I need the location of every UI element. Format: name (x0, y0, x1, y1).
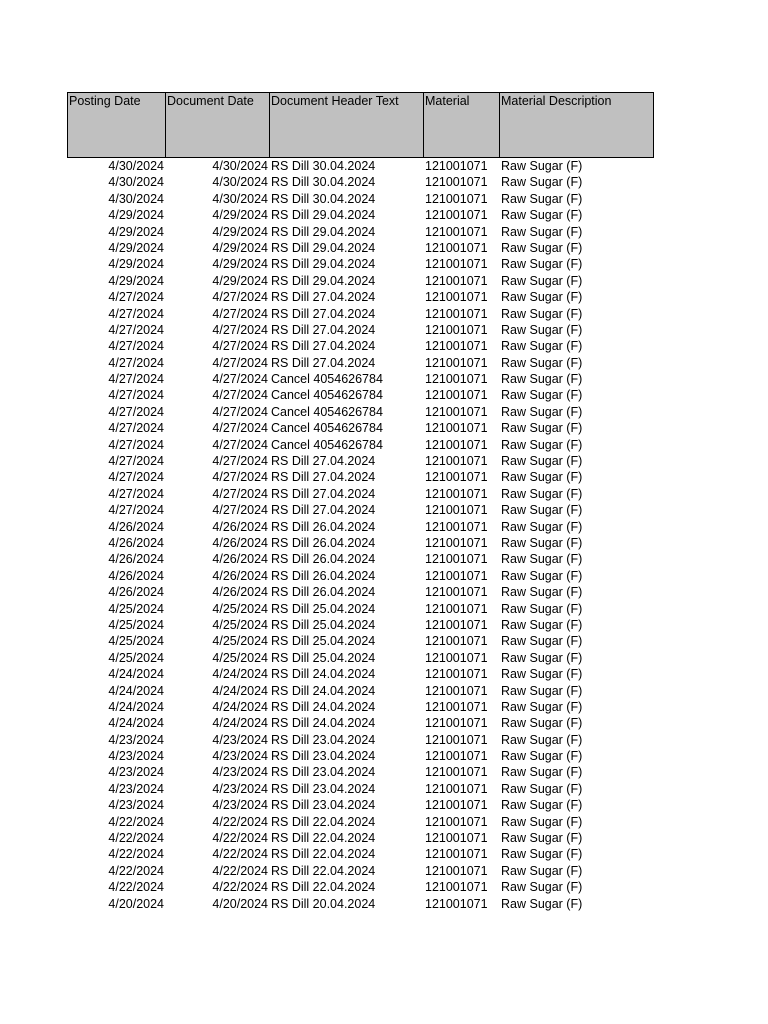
material-description-cell[interactable]: Raw Sugar (F) (501, 224, 583, 239)
material-description-cell[interactable]: Raw Sugar (F) (501, 617, 583, 632)
column-header-document-header-text[interactable]: Document Header Text (270, 93, 424, 157)
table-row (67, 174, 654, 190)
table-row (67, 781, 654, 797)
document-date-cell[interactable]: 4/27/2024 (212, 421, 268, 436)
material-description-cell[interactable]: Raw Sugar (F) (501, 880, 583, 895)
material-cell[interactable]: 121001071 (425, 372, 488, 387)
material-cell[interactable]: 121001071 (425, 667, 488, 682)
document-header-text-cell[interactable]: RS Dill 26.04.2024 (271, 552, 376, 567)
table-row (67, 863, 654, 879)
posting-date-cell[interactable]: 4/22/2024 (108, 831, 164, 846)
column-header-material[interactable]: Material (424, 93, 500, 157)
material-description-cell[interactable]: Raw Sugar (F) (501, 683, 583, 698)
material-cell[interactable]: 121001071 (425, 421, 488, 436)
document-date-cell[interactable]: 4/23/2024 (212, 765, 268, 780)
column-header-posting-date[interactable]: Posting Date (68, 93, 166, 157)
document-date-cell[interactable]: 4/24/2024 (212, 699, 268, 714)
document-date-cell[interactable]: 4/27/2024 (212, 306, 268, 321)
material-cell[interactable]: 121001071 (425, 650, 488, 665)
material-cell[interactable]: 121001071 (425, 880, 488, 895)
material-cell[interactable]: 121001071 (425, 224, 488, 239)
table-row (67, 666, 654, 682)
material-description-cell[interactable]: Raw Sugar (F) (501, 404, 583, 419)
table-row (67, 601, 654, 617)
material-cell[interactable]: 121001071 (425, 175, 488, 190)
document-date-cell[interactable]: 4/24/2024 (212, 716, 268, 731)
material-description-cell[interactable]: Raw Sugar (F) (501, 322, 583, 337)
posting-date-cell[interactable]: 4/27/2024 (108, 306, 164, 321)
posting-date-cell[interactable]: 4/27/2024 (108, 388, 164, 403)
column-header-document-date[interactable]: Document Date (166, 93, 270, 157)
table-row (67, 387, 654, 403)
document-date-cell[interactable]: 4/29/2024 (212, 208, 268, 223)
document-date-cell[interactable]: 4/22/2024 (212, 863, 268, 878)
material-description-cell[interactable]: Raw Sugar (F) (501, 831, 583, 846)
table-row (67, 306, 654, 322)
material-description-cell[interactable]: Raw Sugar (F) (501, 388, 583, 403)
material-description-cell[interactable]: Raw Sugar (F) (501, 519, 583, 534)
material-cell[interactable]: 121001071 (425, 503, 488, 518)
document-header-text-cell[interactable]: Cancel 4054626784 (271, 404, 383, 419)
document-header-text-cell[interactable]: RS Dill 26.04.2024 (271, 585, 376, 600)
material-description-cell[interactable]: Raw Sugar (F) (501, 454, 583, 469)
posting-date-cell[interactable]: 4/30/2024 (108, 191, 164, 206)
document-header-text-cell[interactable]: RS Dill 27.04.2024 (271, 486, 376, 501)
document-date-cell[interactable]: 4/29/2024 (212, 257, 268, 272)
posting-date-cell[interactable]: 4/27/2024 (108, 322, 164, 337)
document-date-cell[interactable]: 4/27/2024 (212, 290, 268, 305)
document-date-cell[interactable]: 4/27/2024 (212, 372, 268, 387)
table-row (67, 732, 654, 748)
table-row (67, 797, 654, 813)
document-header-text-cell[interactable]: RS Dill 27.04.2024 (271, 339, 376, 354)
material-cell[interactable]: 121001071 (425, 831, 488, 846)
material-cell[interactable]: 121001071 (425, 404, 488, 419)
posting-date-cell[interactable]: 4/27/2024 (108, 486, 164, 501)
document-date-cell[interactable]: 4/25/2024 (212, 617, 268, 632)
table-row (67, 158, 654, 174)
document-header-text-cell[interactable]: RS Dill 26.04.2024 (271, 568, 376, 583)
table-row (67, 551, 654, 567)
material-cell[interactable]: 121001071 (425, 552, 488, 567)
table-row (67, 453, 654, 469)
table-row (67, 256, 654, 272)
material-description-cell[interactable]: Raw Sugar (F) (501, 175, 583, 190)
document-date-cell[interactable]: 4/27/2024 (212, 388, 268, 403)
material-description-cell[interactable]: Raw Sugar (F) (501, 863, 583, 878)
document-header-text-cell[interactable]: RS Dill 30.04.2024 (271, 175, 376, 190)
table-row (67, 683, 654, 699)
material-cell[interactable]: 121001071 (425, 486, 488, 501)
posting-date-cell[interactable]: 4/23/2024 (108, 765, 164, 780)
table-row (67, 322, 654, 338)
table-row (67, 896, 654, 912)
material-description-cell[interactable]: Raw Sugar (F) (501, 290, 583, 305)
material-description-cell[interactable]: Raw Sugar (F) (501, 650, 583, 665)
material-cell[interactable]: 121001071 (425, 699, 488, 714)
document-header-text-cell[interactable]: RS Dill 29.04.2024 (271, 273, 376, 288)
material-description-cell[interactable]: Raw Sugar (F) (501, 355, 583, 370)
material-cell[interactable]: 121001071 (425, 847, 488, 862)
material-description-cell[interactable]: Raw Sugar (F) (501, 552, 583, 567)
document-date-cell[interactable]: 4/30/2024 (212, 159, 268, 173)
material-description-cell[interactable]: Raw Sugar (F) (501, 159, 583, 173)
material-description-cell[interactable]: Raw Sugar (F) (501, 535, 583, 550)
table-row (67, 224, 654, 240)
document-header-text-cell[interactable]: RS Dill 27.04.2024 (271, 355, 376, 370)
posting-date-cell[interactable]: 4/29/2024 (108, 273, 164, 288)
document-header-text-cell[interactable]: RS Dill 27.04.2024 (271, 503, 376, 518)
table-row (67, 846, 654, 862)
posting-date-cell[interactable]: 4/26/2024 (108, 552, 164, 567)
material-description-cell[interactable]: Raw Sugar (F) (501, 240, 583, 255)
document-date-cell[interactable]: 4/23/2024 (212, 798, 268, 813)
document-header-text-cell[interactable]: RS Dill 29.04.2024 (271, 257, 376, 272)
material-description-cell[interactable]: Raw Sugar (F) (501, 732, 583, 747)
material-cell[interactable]: 121001071 (425, 585, 488, 600)
table-row (67, 814, 654, 830)
document-header-text-cell[interactable]: RS Dill 30.04.2024 (271, 159, 376, 173)
posting-date-cell[interactable]: 4/26/2024 (108, 519, 164, 534)
table-row (67, 535, 654, 551)
posting-date-cell[interactable]: 4/23/2024 (108, 749, 164, 764)
document-date-cell[interactable]: 4/24/2024 (212, 667, 268, 682)
document-date-cell[interactable]: 4/24/2024 (212, 683, 268, 698)
document-date-cell[interactable]: 4/27/2024 (212, 470, 268, 485)
document-date-cell[interactable]: 4/22/2024 (212, 847, 268, 862)
material-description-cell[interactable]: Raw Sugar (F) (501, 847, 583, 862)
table-row (67, 748, 654, 764)
material-description-cell[interactable]: Raw Sugar (F) (501, 667, 583, 682)
document-date-cell[interactable]: 4/26/2024 (212, 519, 268, 534)
document-header-text-cell[interactable]: RS Dill 23.04.2024 (271, 798, 376, 813)
document-header-text-cell[interactable]: RS Dill 25.04.2024 (271, 650, 376, 665)
posting-date-cell[interactable]: 4/22/2024 (108, 847, 164, 862)
document-header-text-cell[interactable]: RS Dill 23.04.2024 (271, 781, 376, 796)
document-date-cell[interactable]: 4/25/2024 (212, 601, 268, 616)
posting-date-cell[interactable]: 4/29/2024 (108, 240, 164, 255)
table-row (67, 486, 654, 502)
document-header-text-cell[interactable]: RS Dill 24.04.2024 (271, 699, 376, 714)
posting-date-cell[interactable]: 4/29/2024 (108, 257, 164, 272)
document-header-text-cell[interactable]: RS Dill 25.04.2024 (271, 634, 376, 649)
posting-date-cell[interactable]: 4/27/2024 (108, 372, 164, 387)
material-description-cell[interactable]: Raw Sugar (F) (501, 208, 583, 223)
table-row (67, 207, 654, 223)
material-cell[interactable]: 121001071 (425, 322, 488, 337)
material-cell[interactable]: 121001071 (425, 781, 488, 796)
material-cell[interactable]: 121001071 (425, 470, 488, 485)
table-row (67, 879, 654, 895)
material-cell[interactable]: 121001071 (425, 306, 488, 321)
document-date-cell[interactable]: 4/22/2024 (212, 831, 268, 846)
table-row (67, 584, 654, 600)
document-header-text-cell[interactable]: RS Dill 22.04.2024 (271, 831, 376, 846)
posting-date-cell[interactable]: 4/22/2024 (108, 880, 164, 895)
table-row (67, 420, 654, 436)
posting-date-cell[interactable]: 4/27/2024 (108, 421, 164, 436)
material-cell[interactable]: 121001071 (425, 568, 488, 583)
posting-date-cell[interactable]: 4/26/2024 (108, 585, 164, 600)
material-description-cell[interactable]: Raw Sugar (F) (501, 437, 583, 452)
material-cell[interactable]: 121001071 (425, 765, 488, 780)
table-row (67, 404, 654, 420)
posting-date-cell[interactable]: 4/27/2024 (108, 503, 164, 518)
document-date-cell[interactable]: 4/27/2024 (212, 437, 268, 452)
document-date-cell[interactable]: 4/27/2024 (212, 503, 268, 518)
document-date-cell[interactable]: 4/27/2024 (212, 322, 268, 337)
posting-date-cell[interactable]: 4/27/2024 (108, 454, 164, 469)
material-description-cell[interactable]: Raw Sugar (F) (501, 372, 583, 387)
document-header-text-cell[interactable]: RS Dill 27.04.2024 (271, 290, 376, 305)
posting-date-cell[interactable]: 4/23/2024 (108, 781, 164, 796)
posting-date-cell[interactable]: 4/26/2024 (108, 568, 164, 583)
document-header-text-cell[interactable]: RS Dill 22.04.2024 (271, 814, 376, 829)
document-header-text-cell[interactable]: RS Dill 29.04.2024 (271, 224, 376, 239)
posting-date-cell[interactable]: 4/22/2024 (108, 863, 164, 878)
table-row (67, 437, 654, 453)
document-header-text-cell[interactable]: RS Dill 26.04.2024 (271, 535, 376, 550)
material-cell[interactable]: 121001071 (425, 814, 488, 829)
table-row (67, 650, 654, 666)
document-header-text-cell[interactable]: RS Dill 20.04.2024 (271, 896, 376, 911)
posting-date-cell[interactable]: 4/25/2024 (108, 650, 164, 665)
material-description-cell[interactable]: Raw Sugar (F) (501, 716, 583, 731)
posting-date-cell[interactable]: 4/25/2024 (108, 617, 164, 632)
material-cell[interactable]: 121001071 (425, 191, 488, 206)
material-description-cell[interactable]: Raw Sugar (F) (501, 273, 583, 288)
document-date-cell[interactable]: 4/29/2024 (212, 224, 268, 239)
material-description-cell[interactable]: Raw Sugar (F) (501, 470, 583, 485)
document-header-text-cell[interactable]: RS Dill 27.04.2024 (271, 454, 376, 469)
table-header-row (67, 92, 654, 158)
document-header-text-cell[interactable]: Cancel 4054626784 (271, 421, 383, 436)
document-header-text-cell[interactable]: RS Dill 23.04.2024 (271, 749, 376, 764)
posting-date-cell[interactable]: 4/29/2024 (108, 224, 164, 239)
material-description-cell[interactable]: Raw Sugar (F) (501, 339, 583, 354)
material-cell[interactable]: 121001071 (425, 273, 488, 288)
material-description-cell[interactable]: Raw Sugar (F) (501, 896, 583, 911)
material-cell[interactable]: 121001071 (425, 388, 488, 403)
material-cell[interactable]: 121001071 (425, 535, 488, 550)
document-header-text-cell[interactable]: RS Dill 27.04.2024 (271, 470, 376, 485)
document-date-cell[interactable]: 4/29/2024 (212, 273, 268, 288)
document-date-cell[interactable]: 4/30/2024 (212, 191, 268, 206)
material-cell[interactable]: 121001071 (425, 683, 488, 698)
material-description-cell[interactable]: Raw Sugar (F) (501, 191, 583, 206)
document-header-text-cell[interactable]: RS Dill 29.04.2024 (271, 240, 376, 255)
document-header-text-cell[interactable]: RS Dill 23.04.2024 (271, 765, 376, 780)
posting-date-cell[interactable]: 4/27/2024 (108, 470, 164, 485)
material-description-cell[interactable]: Raw Sugar (F) (501, 585, 583, 600)
document-date-cell[interactable]: 4/26/2024 (212, 568, 268, 583)
document-header-text-cell[interactable]: RS Dill 27.04.2024 (271, 306, 376, 321)
document-header-text-cell[interactable]: Cancel 4054626784 (271, 388, 383, 403)
document-date-cell[interactable]: 4/25/2024 (212, 634, 268, 649)
posting-date-cell[interactable]: 4/23/2024 (108, 798, 164, 813)
document-date-cell[interactable]: 4/26/2024 (212, 585, 268, 600)
document-header-text-cell[interactable]: RS Dill 29.04.2024 (271, 208, 376, 223)
material-cell[interactable]: 121001071 (425, 454, 488, 469)
document-header-text-cell[interactable]: RS Dill 30.04.2024 (271, 191, 376, 206)
spreadsheet-table (67, 92, 654, 912)
material-cell[interactable]: 121001071 (425, 339, 488, 354)
table-row (67, 830, 654, 846)
material-cell[interactable]: 121001071 (425, 601, 488, 616)
material-cell[interactable]: 121001071 (425, 159, 488, 173)
table-row (67, 764, 654, 780)
document-header-text-cell[interactable]: RS Dill 22.04.2024 (271, 863, 376, 878)
posting-date-cell[interactable]: 4/25/2024 (108, 601, 164, 616)
material-description-cell[interactable]: Raw Sugar (F) (501, 814, 583, 829)
material-cell[interactable]: 121001071 (425, 208, 488, 223)
document-date-cell[interactable]: 4/27/2024 (212, 339, 268, 354)
document-header-text-cell[interactable]: RS Dill 26.04.2024 (271, 519, 376, 534)
posting-date-cell[interactable]: 4/26/2024 (108, 535, 164, 550)
document-header-text-cell[interactable]: RS Dill 25.04.2024 (271, 617, 376, 632)
posting-date-cell[interactable]: 4/20/2024 (108, 896, 164, 911)
posting-date-cell[interactable]: 4/24/2024 (108, 716, 164, 731)
posting-date-cell[interactable]: 4/22/2024 (108, 814, 164, 829)
document-header-text-cell[interactable]: RS Dill 24.04.2024 (271, 716, 376, 731)
document-header-text-cell[interactable]: RS Dill 27.04.2024 (271, 322, 376, 337)
material-cell[interactable]: 121001071 (425, 240, 488, 255)
posting-date-cell[interactable]: 4/27/2024 (108, 355, 164, 370)
table-row (67, 289, 654, 305)
material-cell[interactable]: 121001071 (425, 634, 488, 649)
document-header-text-cell[interactable]: RS Dill 24.04.2024 (271, 667, 376, 682)
posting-date-cell[interactable]: 4/27/2024 (108, 339, 164, 354)
material-description-cell[interactable]: Raw Sugar (F) (501, 781, 583, 796)
column-header-material-description[interactable]: Material Description (501, 94, 612, 108)
material-description-cell[interactable]: Raw Sugar (F) (501, 634, 583, 649)
table-row (67, 191, 654, 207)
table-row (67, 519, 654, 535)
document-date-cell[interactable]: 4/22/2024 (212, 814, 268, 829)
material-cell[interactable]: 121001071 (425, 716, 488, 731)
document-date-cell[interactable]: 4/27/2024 (212, 486, 268, 501)
posting-date-cell[interactable]: 4/30/2024 (108, 175, 164, 190)
material-cell[interactable]: 121001071 (425, 355, 488, 370)
posting-date-cell[interactable]: 4/23/2024 (108, 732, 164, 747)
document-header-text-cell[interactable]: Cancel 4054626784 (271, 437, 383, 452)
material-description-cell[interactable]: Raw Sugar (F) (501, 798, 583, 813)
material-description-cell[interactable]: Raw Sugar (F) (501, 765, 583, 780)
posting-date-cell[interactable]: 4/27/2024 (108, 290, 164, 305)
material-description-cell[interactable]: Raw Sugar (F) (501, 486, 583, 501)
table-row (67, 338, 654, 354)
material-description-cell[interactable]: Raw Sugar (F) (501, 699, 583, 714)
document-date-cell[interactable]: 4/26/2024 (212, 535, 268, 550)
document-header-text-cell[interactable]: RS Dill 22.04.2024 (271, 847, 376, 862)
table-row (67, 355, 654, 371)
material-cell[interactable]: 121001071 (425, 437, 488, 452)
document-date-cell[interactable]: 4/22/2024 (212, 880, 268, 895)
document-date-cell[interactable]: 4/23/2024 (212, 781, 268, 796)
material-cell[interactable]: 121001071 (425, 257, 488, 272)
document-date-cell[interactable]: 4/26/2024 (212, 552, 268, 567)
table-row (67, 617, 654, 633)
document-header-text-cell[interactable]: RS Dill 22.04.2024 (271, 880, 376, 895)
table-row (67, 469, 654, 485)
document-date-cell[interactable]: 4/23/2024 (212, 749, 268, 764)
posting-date-cell[interactable]: 4/24/2024 (108, 699, 164, 714)
material-description-cell[interactable]: Raw Sugar (F) (501, 306, 583, 321)
document-header-text-cell[interactable]: RS Dill 24.04.2024 (271, 683, 376, 698)
material-description-cell[interactable]: Raw Sugar (F) (501, 601, 583, 616)
table-row (67, 273, 654, 289)
material-cell[interactable]: 121001071 (425, 732, 488, 747)
material-cell[interactable]: 121001071 (425, 519, 488, 534)
material-description-cell[interactable]: Raw Sugar (F) (501, 749, 583, 764)
material-cell[interactable]: 121001071 (425, 896, 488, 911)
document-date-cell[interactable]: 4/20/2024 (212, 896, 268, 911)
material-description-cell[interactable]: Raw Sugar (F) (501, 421, 583, 436)
posting-date-cell[interactable]: 4/27/2024 (108, 404, 164, 419)
document-date-cell[interactable]: 4/23/2024 (212, 732, 268, 747)
table-row (67, 568, 654, 584)
material-cell[interactable]: 121001071 (425, 863, 488, 878)
table-row (67, 715, 654, 731)
document-date-cell[interactable]: 4/25/2024 (212, 650, 268, 665)
table-row (67, 240, 654, 256)
table-row (67, 371, 654, 387)
material-cell[interactable]: 121001071 (425, 617, 488, 632)
material-cell[interactable]: 121001071 (425, 749, 488, 764)
document-header-text-cell[interactable]: RS Dill 25.04.2024 (271, 601, 376, 616)
posting-date-cell[interactable]: 4/24/2024 (108, 683, 164, 698)
document-date-cell[interactable]: 4/27/2024 (212, 355, 268, 370)
document-date-cell[interactable]: 4/27/2024 (212, 404, 268, 419)
posting-date-cell[interactable]: 4/30/2024 (108, 159, 164, 173)
table-row (67, 699, 654, 715)
document-header-text-cell[interactable]: Cancel 4054626784 (271, 372, 383, 387)
document-date-cell[interactable]: 4/30/2024 (212, 175, 268, 190)
posting-date-cell[interactable]: 4/24/2024 (108, 667, 164, 682)
document-date-cell[interactable]: 4/27/2024 (212, 454, 268, 469)
material-cell[interactable]: 121001071 (425, 798, 488, 813)
document-header-text-cell[interactable]: RS Dill 23.04.2024 (271, 732, 376, 747)
material-description-cell[interactable]: Raw Sugar (F) (501, 257, 583, 272)
table-body (67, 158, 654, 912)
posting-date-cell[interactable]: 4/29/2024 (108, 208, 164, 223)
posting-date-cell[interactable]: 4/27/2024 (108, 437, 164, 452)
posting-date-cell[interactable]: 4/25/2024 (108, 634, 164, 649)
document-date-cell[interactable]: 4/29/2024 (212, 240, 268, 255)
material-cell[interactable]: 121001071 (425, 290, 488, 305)
material-description-cell[interactable]: Raw Sugar (F) (501, 503, 583, 518)
table-row (67, 502, 654, 518)
material-description-cell[interactable]: Raw Sugar (F) (501, 568, 583, 583)
table-row (67, 633, 654, 649)
